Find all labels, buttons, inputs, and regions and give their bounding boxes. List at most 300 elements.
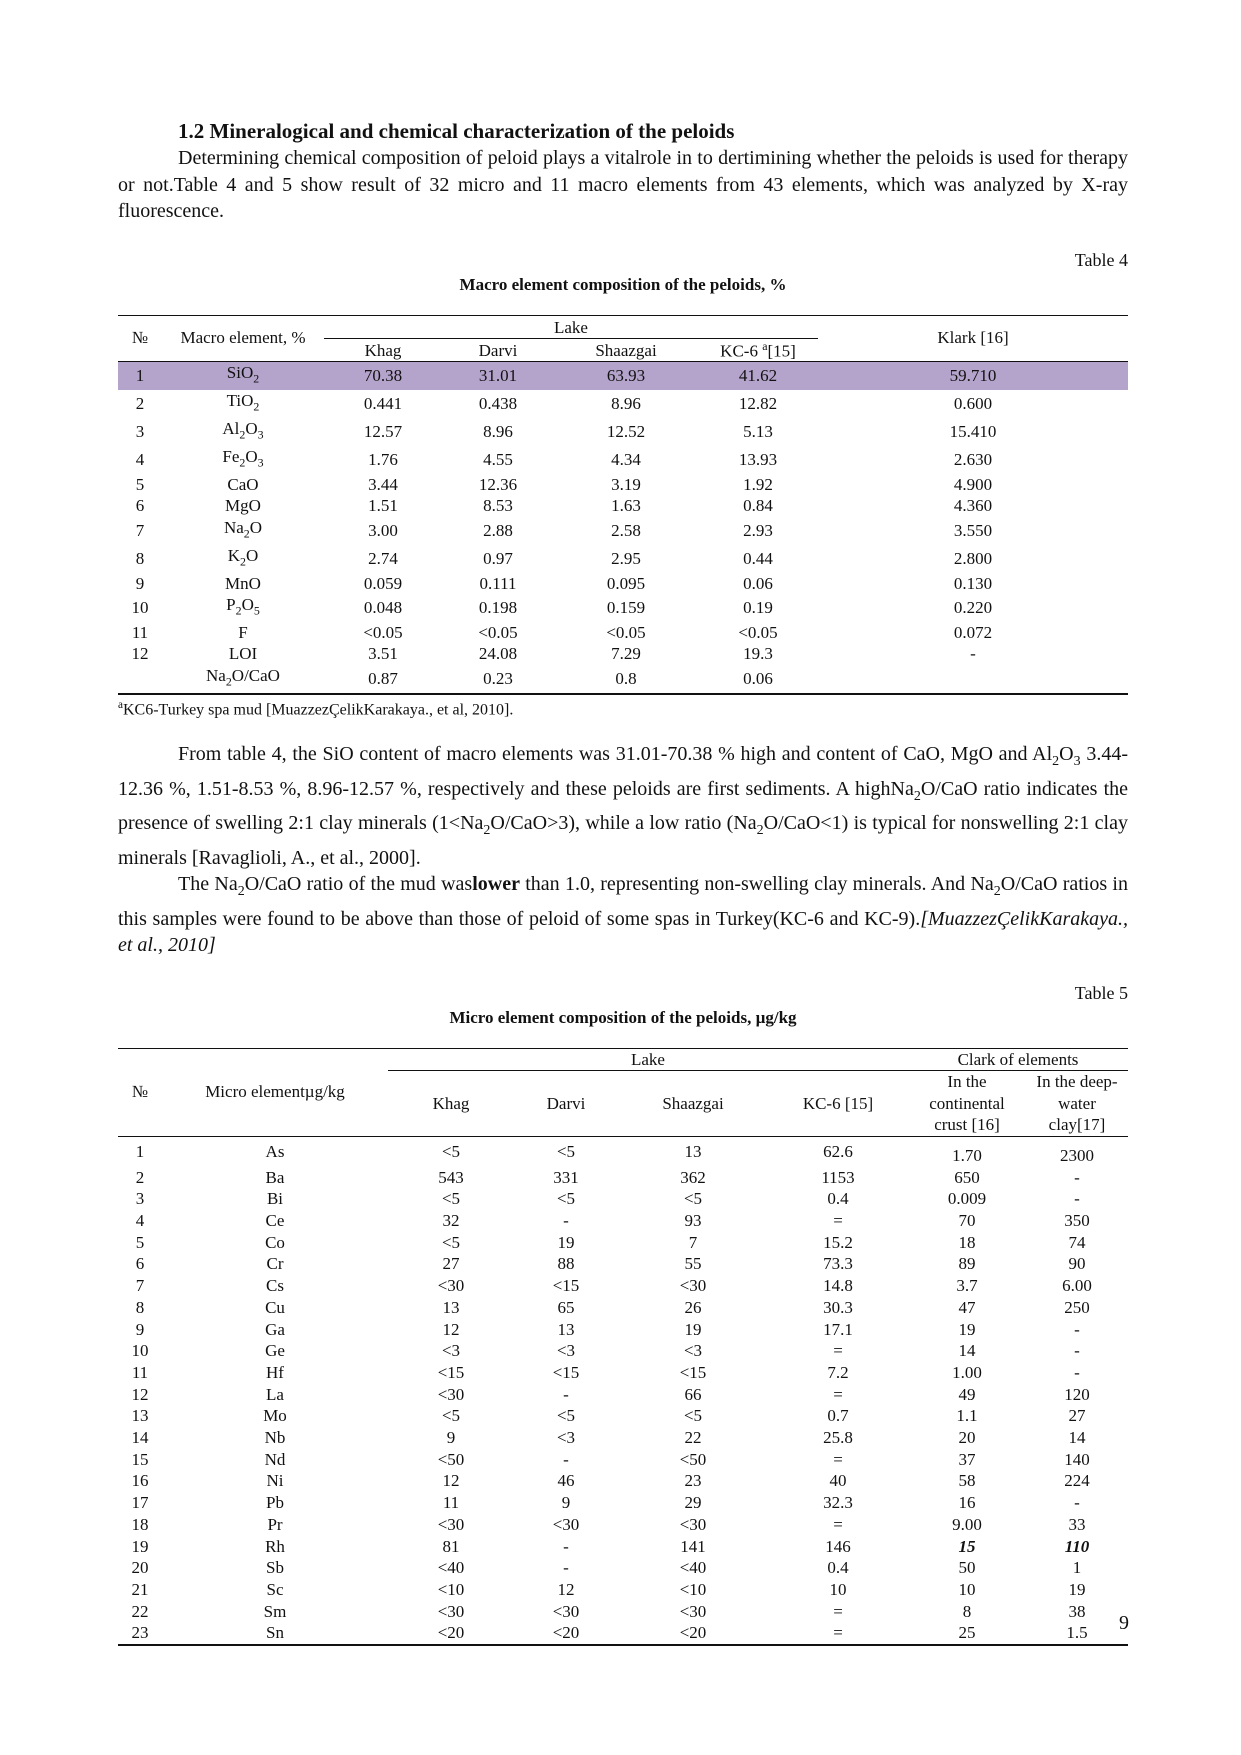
t5-cell: <10: [679, 1579, 707, 1599]
t5-cell: <5: [683, 1406, 703, 1426]
t5-cell: Rh: [265, 1536, 285, 1556]
t5-cell: 19: [557, 1232, 575, 1252]
t4-cell-element: $Al_2O_3$: [222, 418, 264, 442]
document-page: [118, 118, 1128, 1646]
t5-cell: -: [1074, 1362, 1080, 1382]
t5-cell: Ce: [265, 1211, 285, 1231]
t5-row: [118, 1362, 1128, 1384]
t5-cell: <3: [441, 1341, 461, 1361]
t4-cell-element: TiO$_2$: [226, 391, 260, 414]
t4-cell-element: MgO: [225, 496, 261, 516]
t4-row: [118, 622, 1128, 644]
t4-row: [118, 474, 1128, 496]
t5-cell: 9: [561, 1493, 571, 1513]
t5-cell: =: [833, 1384, 843, 1404]
t4-cell: 0.06: [743, 669, 773, 689]
t5-cell: 23: [131, 1623, 149, 1643]
t5-cell: 49: [958, 1384, 976, 1404]
t5-cell: 19: [1068, 1579, 1086, 1599]
t5-row: [118, 1167, 1128, 1189]
t4-cell: <0.05: [363, 622, 403, 642]
t5-cell: 141: [680, 1536, 706, 1556]
t5-cell: =: [833, 1623, 843, 1643]
t5-row: [118, 1253, 1128, 1275]
t5-cell: =: [833, 1341, 843, 1361]
t4-header-kc6: [698, 338, 818, 362]
page-number: 9: [1119, 1612, 1129, 1634]
d2-d: O/CaO ratios in this samples were found to be above than those of peloid of some spas in Turkey(KC-6 and KC-9).: [118, 873, 1128, 930]
t5-cell: -: [563, 1558, 569, 1578]
t5-cell: 2300: [1060, 1145, 1094, 1165]
t5-cell: -: [1074, 1167, 1080, 1187]
t4-cell: 31.01: [442, 362, 554, 390]
t5-cell: 33: [1068, 1514, 1086, 1534]
t5-cell: 0.4: [827, 1189, 849, 1209]
t5-cell: 13: [557, 1319, 575, 1339]
t5-row: [118, 1232, 1128, 1254]
t5-cell: 14: [1068, 1428, 1086, 1448]
t5-cell: Cr: [266, 1254, 284, 1274]
t4-cell-element: MnO: [225, 573, 261, 593]
t5-cell: 250: [1064, 1297, 1090, 1317]
t4-cell: 7.29: [611, 644, 641, 664]
t4-cell: 2: [135, 394, 145, 414]
t4-cell: 0.220: [953, 598, 993, 618]
t4-cell: [818, 665, 1128, 694]
t4-cell: 0.84: [743, 496, 773, 516]
t5-cell: 16: [958, 1493, 976, 1513]
t4-header-shaazgai: Shaazgai: [595, 341, 657, 361]
t5-cell: 38: [1068, 1601, 1086, 1621]
t5-cell: <5: [556, 1406, 576, 1426]
t5-cell: <5: [441, 1406, 461, 1426]
t5-cell: 32.3: [823, 1493, 853, 1513]
table5-label: Table 5: [1074, 982, 1128, 1003]
t5-cell: <20: [437, 1623, 465, 1643]
t5-cell: <30: [679, 1514, 707, 1534]
t4-cell-element: $Na_2O$/CaO: [206, 665, 280, 689]
t4-row: [118, 573, 1128, 595]
t5-cell: Ge: [265, 1341, 285, 1361]
t5-cell: 70: [958, 1211, 976, 1231]
t5-cell: Co: [265, 1232, 285, 1252]
t4-cell: 0.97: [483, 548, 513, 568]
t5-cell: 65: [557, 1297, 575, 1317]
t5-row: [118, 1557, 1128, 1579]
t5-cell: 19: [958, 1319, 976, 1339]
t5-cell: <3: [556, 1428, 576, 1448]
t4-cell-element: F: [238, 622, 248, 642]
t5-cell: -: [563, 1449, 569, 1469]
t5-cell: 120: [1064, 1384, 1090, 1404]
t5-cell: 331: [553, 1167, 579, 1187]
t5-cell: <15: [679, 1362, 707, 1382]
t5-row: [118, 1297, 1128, 1319]
t5-cell: 13: [131, 1406, 149, 1426]
t5-cell: 0.009: [947, 1189, 987, 1209]
t4-cell: 3.51: [368, 644, 398, 664]
t4-cell: 2.630: [953, 450, 993, 470]
t5-cell: <20: [679, 1623, 707, 1643]
t4-row: [118, 545, 1128, 573]
t4-cell: 0.130: [953, 573, 993, 593]
t4-header-darvi: Darvi: [478, 341, 518, 361]
t4-cell: 5.13: [743, 422, 773, 442]
t5-cell: 12: [131, 1384, 149, 1404]
t4-cell: 12: [131, 644, 149, 664]
t5-cell: -: [563, 1211, 569, 1231]
t5-cell: <5: [556, 1141, 576, 1161]
t4-cell-element: LOI: [228, 644, 258, 664]
t5-cell: 93: [684, 1211, 702, 1231]
t5-header-continental: In the continental crust [16]: [929, 1072, 1005, 1135]
t5-row: [118, 1319, 1128, 1341]
discussion-paragraph-1: From table 4, the SiO content of macro elements was 31.01-70.38 % high and content of CaO, MgO and $Al_2O_3$ 3.44-12.36 %, 1.51-8.53 %, 8.96-12.57 %, respectively and these peloids are first sediments. A highNa$_2$O/CaO ratio indicates the presence of swelling 2:1 clay minerals $(1<Na_2O/CaO>3)$, while a low ratio $(Na_2O/CaO<1)$ is typical for nonswelling 2:1 clay minerals [Ravaglioli, A., et al., 2000].: [118, 743, 1128, 869]
d2-b: O/CaO ratio of the mud was: [244, 873, 473, 896]
t5-cell: 5: [135, 1232, 145, 1252]
table4-label: Table 4: [1074, 249, 1128, 270]
t5-cell: 10: [829, 1579, 847, 1599]
t5-cell: 8: [962, 1601, 972, 1621]
t4-cell: 0.198: [478, 598, 518, 618]
t5-cell: Cu: [265, 1297, 285, 1317]
t5-cell: 362: [680, 1167, 706, 1187]
t5-cell: <20: [552, 1623, 580, 1643]
t5-cell: 1.70: [952, 1145, 982, 1165]
t5-cell: 14: [958, 1341, 976, 1361]
t5-cell: 7.2: [827, 1362, 849, 1382]
t5-cell: 17.1: [823, 1319, 853, 1339]
t5-cell: 1.5: [1066, 1623, 1088, 1643]
t4-cell: <0.05: [478, 622, 518, 642]
t5-cell: <15: [437, 1362, 465, 1382]
t5-cell: 12: [442, 1471, 460, 1491]
t5-cell: 8: [135, 1297, 145, 1317]
t4-cell: 63.93: [554, 362, 698, 390]
t4-cell: 4: [135, 450, 145, 470]
t5-body: [118, 1136, 1128, 1645]
d2-italic: [MuazzezÇelikKarakaya., et al., 2010]: [118, 907, 1128, 957]
t5-cell: <3: [556, 1341, 576, 1361]
t5-cell: Ba: [265, 1167, 285, 1187]
t4-cell-element: $Fe_2O_3$: [222, 446, 264, 470]
t5-cell: <15: [552, 1362, 580, 1382]
t5-cell: 6: [135, 1254, 145, 1274]
t5-cell: 224: [1064, 1471, 1090, 1491]
t4-cell: 1.76: [368, 450, 398, 470]
t5-cell: =: [833, 1449, 843, 1469]
t5-cell: <50: [437, 1449, 465, 1469]
t5-cell: Pr: [267, 1514, 283, 1534]
t5-row: [118, 1405, 1128, 1427]
t4-cell-element: $Na_2O$: [223, 517, 263, 541]
t4-cell: 8.53: [483, 496, 513, 516]
t5-row: [118, 1579, 1128, 1601]
t4-row: [118, 517, 1128, 545]
t5-cell: Sm: [263, 1601, 287, 1621]
table4-title: Macro element composition of the peloids, %: [459, 274, 787, 294]
table5-title: Micro element composition of the peloids, µg/kg: [449, 1007, 797, 1027]
t4-cell: 0.441: [363, 394, 403, 414]
t4-cell: 2.93: [743, 520, 773, 540]
intro-paragraph: Determining chemical composition of peloid plays a vitalrole in to dertimining whether the peloids is used for therapy or not.Table 4 and 5 show result of 32 micro and 11 macro elements from 43 elements, which was analyzed by X-ray fluorescence.: [118, 147, 1128, 222]
t5-cell: 9.00: [952, 1514, 982, 1534]
macro-element-table: [118, 315, 1128, 695]
t4-cell: 15.410: [949, 422, 997, 442]
t5-cell: Sb: [266, 1558, 284, 1578]
t4-cell: 11: [131, 622, 149, 642]
t5-cell: =: [833, 1514, 843, 1534]
t4-cell: 6: [135, 496, 145, 516]
t4-cell: 3.44: [368, 474, 398, 494]
t4-cell: 0.059: [363, 573, 403, 593]
t5-row: [118, 1210, 1128, 1232]
t4-cell: 12.57: [363, 422, 403, 442]
t5-cell: 20: [958, 1428, 976, 1448]
t5-row: [118, 1427, 1128, 1449]
t4-cell: 24.08: [478, 644, 518, 664]
t4-cell: 3.19: [611, 474, 641, 494]
t5-cell: Hf: [266, 1362, 284, 1382]
t5-cell: 3.7: [956, 1276, 978, 1296]
t5-cell: 140: [1064, 1449, 1090, 1469]
t4-header-khag: Khag: [364, 341, 402, 361]
t5-cell: Nb: [264, 1428, 286, 1448]
t4-cell: 41.62: [698, 362, 818, 390]
t4-row: [118, 362, 1128, 390]
t4-cell: 0.600: [953, 394, 993, 414]
t4-cell: 0.19: [743, 598, 773, 618]
t5-row: [118, 1188, 1128, 1210]
t4-footnote-sup: a: [118, 698, 123, 711]
t4-header-klark: Klark [16]: [937, 328, 1009, 348]
t4-cell: 59.710: [818, 362, 1128, 390]
t5-cell: -: [1074, 1319, 1080, 1339]
t5-cell: 12: [557, 1579, 575, 1599]
t5-cell: 3: [135, 1189, 145, 1209]
t5-cell: 9: [135, 1319, 145, 1339]
t5-cell: <15: [552, 1276, 580, 1296]
t4-cell: 0.072: [953, 622, 993, 642]
t4-footnote-text: KC6-Turkey spa mud [MuazzezÇelikKarakaya., et al, 2010].: [122, 701, 514, 719]
t5-header-kc6: KC-6 [15]: [802, 1093, 874, 1113]
t5-cell: 25.8: [823, 1428, 853, 1448]
t4-cell: <0.05: [738, 622, 778, 642]
t5-cell: <30: [679, 1601, 707, 1621]
t4-cell: 4.34: [611, 450, 641, 470]
t5-cell: 6.00: [1062, 1276, 1092, 1296]
t4-cell: 9: [135, 573, 145, 593]
t4-cell: 3.00: [368, 520, 398, 540]
t5-cell: 13: [684, 1141, 702, 1161]
t4-cell: 0.111: [479, 573, 517, 593]
t5-cell: <30: [437, 1384, 465, 1404]
t5-cell: 10: [131, 1341, 149, 1361]
t5-cell: <30: [552, 1514, 580, 1534]
t4-cell: 19.3: [743, 644, 773, 664]
t4-cell: 3: [135, 422, 145, 442]
t4-cell: 0.44: [743, 548, 773, 568]
t4-cell: 7: [135, 520, 145, 540]
t5-cell: 15: [131, 1449, 149, 1469]
t5-cell: 11: [131, 1362, 149, 1382]
t5-cell: <5: [441, 1189, 461, 1209]
t5-cell: 55: [684, 1254, 702, 1274]
t4-header-element: Macro element, %: [180, 328, 306, 348]
t5-cell: <30: [552, 1601, 580, 1621]
t5-cell: 32: [442, 1211, 460, 1231]
t5-cell: <40: [679, 1558, 707, 1578]
t5-cell: As: [265, 1141, 285, 1161]
t4-cell: 0.095: [606, 573, 646, 593]
t5-header-no: №: [131, 1082, 149, 1102]
t4-cell: 1.63: [611, 496, 641, 516]
t5-cell: 0.4: [827, 1558, 849, 1578]
t5-cell: 110: [1064, 1536, 1090, 1556]
t5-cell: -: [1074, 1341, 1080, 1361]
t4-cell: 5: [135, 474, 145, 494]
t5-cell: -: [563, 1536, 569, 1556]
t5-cell: La: [266, 1384, 284, 1404]
t5-header-clark: Clark of elements: [908, 1048, 1128, 1071]
t5-cell: 62.6: [823, 1141, 853, 1161]
t4-cell: <0.05: [606, 622, 646, 642]
t5-row: [118, 1601, 1128, 1623]
t4-cell: 1: [118, 362, 162, 390]
t5-cell: 23: [684, 1471, 702, 1491]
t5-row: [118, 1536, 1128, 1558]
t5-cell: 18: [958, 1232, 976, 1252]
d2-bold: lower: [472, 873, 520, 896]
t4-cell: 13.93: [738, 450, 778, 470]
t4-cell-element: CaO: [227, 474, 259, 494]
t4-cell: 70.38: [324, 362, 442, 390]
t4-kc6-suffix: [15]: [767, 341, 796, 361]
t4-cell: 3.550: [953, 520, 993, 540]
t5-cell: 27: [1068, 1406, 1086, 1426]
t5-cell: 89: [958, 1254, 976, 1274]
t4-cell: 0.048: [363, 598, 403, 618]
t4-cell: 12.82: [738, 394, 778, 414]
t5-cell: 10: [958, 1579, 976, 1599]
t5-header-deep: In the deep-water clay[17]: [1036, 1072, 1118, 1135]
t5-cell: Sc: [266, 1579, 284, 1599]
t5-cell: 4: [135, 1211, 145, 1231]
t5-cell: 21: [131, 1579, 149, 1599]
t4-cell: 0.23: [483, 669, 513, 689]
t4-row: [118, 643, 1128, 665]
t5-cell: 19: [684, 1319, 702, 1339]
t5-cell: 146: [825, 1536, 851, 1556]
t5-cell: 40: [829, 1471, 847, 1491]
t5-cell: Ni: [266, 1471, 284, 1491]
t5-cell: 22: [131, 1601, 149, 1621]
t4-row: [118, 390, 1128, 418]
t5-cell: 1: [1072, 1558, 1082, 1578]
t5-cell: 1.1: [956, 1406, 978, 1426]
t5-cell: Mo: [263, 1406, 287, 1426]
t4-kc6-prefix: KC-6: [720, 341, 763, 361]
t5-row: [118, 1340, 1128, 1362]
t5-cell: 12: [442, 1319, 460, 1339]
t5-cell: 22: [684, 1428, 702, 1448]
t5-row: [118, 1384, 1128, 1406]
d2-c: than 1.0, representing non-swelling clay minerals. And Na: [519, 873, 994, 896]
t5-header-lake: Lake: [388, 1048, 908, 1071]
t4-row: [118, 446, 1128, 474]
t5-cell: 15: [958, 1536, 976, 1556]
t4-row: [118, 594, 1128, 622]
t4-cell: 8.96: [483, 422, 513, 442]
t5-cell: 50: [958, 1558, 976, 1578]
t5-cell: 20: [131, 1558, 149, 1578]
t5-cell: 30.3: [823, 1297, 853, 1317]
t5-cell: 19: [131, 1536, 149, 1556]
t4-cell: 0.87: [368, 669, 398, 689]
micro-element-table: [118, 1048, 1128, 1646]
t5-cell: Ga: [265, 1319, 285, 1339]
t5-cell: Nd: [264, 1449, 286, 1469]
t4-cell: 12.52: [606, 422, 646, 442]
t5-cell: 16: [131, 1471, 149, 1491]
t4-cell: 2.74: [368, 548, 398, 568]
t5-cell: 543: [438, 1167, 464, 1187]
t5-cell: 7: [688, 1232, 698, 1252]
t4-cell: 12.36: [478, 474, 518, 494]
t5-cell: 58: [958, 1471, 976, 1491]
t4-cell: 8: [135, 548, 145, 568]
t5-cell: 350: [1064, 1211, 1090, 1231]
t5-cell: 1153: [821, 1167, 855, 1187]
t5-cell: <5: [683, 1189, 703, 1209]
t4-header-lake: Lake: [324, 315, 818, 338]
t5-cell: 1.00: [952, 1362, 982, 1382]
section-heading: 1.2 Mineralogical and chemical characterization of the peloids: [178, 119, 735, 143]
t4-cell: 2.88: [483, 520, 513, 540]
t4-cell: 0.159: [606, 598, 646, 618]
t5-cell: Sn: [266, 1623, 284, 1643]
t5-cell: 88: [557, 1254, 575, 1274]
t5-cell: <50: [679, 1449, 707, 1469]
t4-footnote: [118, 699, 1128, 719]
t5-cell: 81: [442, 1536, 460, 1556]
discussion-paragraph-2: The $Na_2O$/CaO ratio of the mud waslower than 1.0, representing non-swelling clay minerals. And $Na_2O$/CaO ratios in this samples were found to be above than those of peloid of some spas in Turkey(KC-6 and KC-9).[MuazzezÇelikKarakaya., et al., 2010]: [118, 873, 1128, 957]
t4-body: [118, 362, 1128, 694]
d2-a: The Na: [178, 873, 238, 896]
t4-header-no: №: [131, 328, 149, 348]
t4-cell: 2.58: [611, 520, 641, 540]
t5-cell: -: [563, 1384, 569, 1404]
t5-cell: <30: [437, 1276, 465, 1296]
t5-row: [118, 1492, 1128, 1514]
t4-row: [118, 418, 1128, 446]
t4-row: [118, 665, 1128, 694]
t4-cell-element: $K_2O$: [227, 545, 259, 568]
t4-cell: 0.8: [615, 669, 637, 689]
t5-cell: 26: [684, 1297, 702, 1317]
t5-cell: 66: [684, 1384, 702, 1404]
t5-cell: 1: [135, 1141, 145, 1161]
t4-cell: 0.06: [743, 573, 773, 593]
t5-row: [118, 1449, 1128, 1471]
t4-cell: 2.95: [611, 548, 641, 568]
t4-kc6-sup: a: [762, 338, 768, 353]
t5-cell: <5: [556, 1189, 576, 1209]
t5-cell: <30: [437, 1601, 465, 1621]
t4-cell: 10: [131, 598, 149, 618]
t5-cell: 27: [442, 1254, 460, 1274]
t5-cell: 74: [1068, 1232, 1086, 1252]
